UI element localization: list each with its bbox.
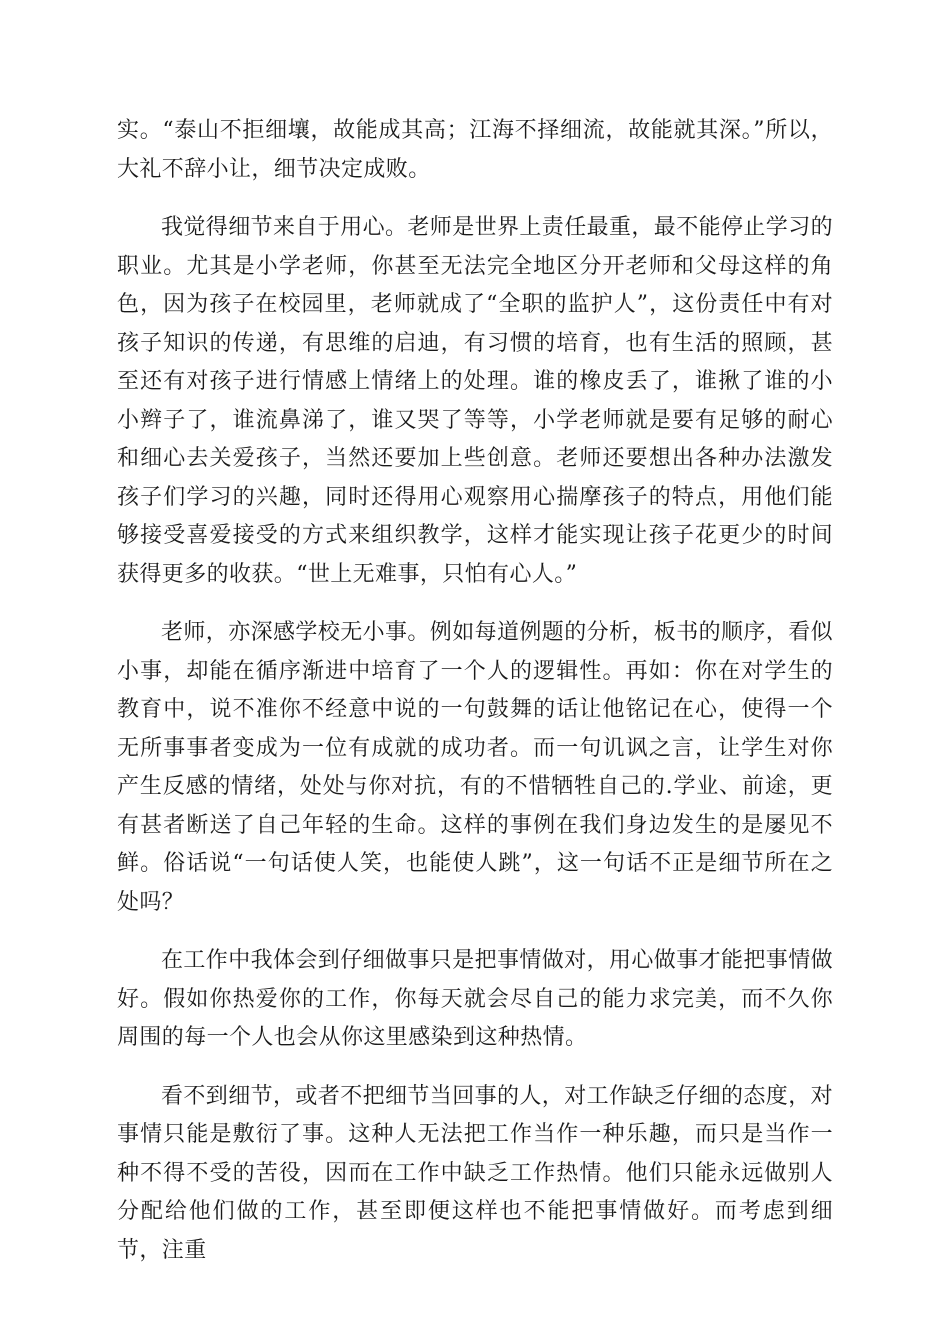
paragraph-school-no-small-matters: 老师，亦深感学校无小事。例如每道例题的分析，板书的顺序，看似小事，却能在循序渐进中培育了一个人的逻辑性。再如：你在对学生的教育中，说不准你不经意中说的一句鼓舞的话让他铭记在心，使得一个无所事事者变成为一位有成就的成功者。而一句讥讽之言，让学生对你产生反感的情绪，处处与你对抗，有的不惜牺牲自己的.学业、前途，更有甚者断送了自己年轻的生命。这样的事例在我们身边发生的是屡见不鲜。俗话说“一句话使人笑，也能使人跳”，这一句话不正是细节所在之处吗？ <box>117 620 834 915</box>
paragraph-details-from-care: 我觉得细节来自于用心。老师是世界上责任最重，最不能停止学习的职业。尤其是小学老师，你甚至无法完全地区分开老师和父母这样的角色，因为孩子在校园里，老师就成了“全职的监护人”，这份责任中有对孩子知识的传递，有思维的启迪，有习惯的培育，也有生活的照顾，甚至还有对孩子进行情感上情绪上的处理。谁的橡皮丢了，谁揪了谁的小小辫子了，谁流鼻涕了，谁又哭了等等，小学老师就是要有足够的耐心和细心去关爱孩子，当然还要加上些创意。老师还要想出各种办法激发孩子们学习的兴趣，同时还得用心观察用心揣摩孩子的特点，用他们能够接受喜爱接受的方式来组织教学，这样才能实现让孩子花更少的时间获得更多的收获。“世上无难事，只怕有心人。” <box>117 215 834 587</box>
paragraph-ignoring-details: 看不到细节，或者不把细节当回事的人，对工作缺乏仔细的态度，对事情只能是敷衍了事。这种人无法把工作当作一种乐趣，而只是当作一种不得不受的苦役，因而在工作中缺乏工作热情。他们只能永远做别人分配给他们做的工作，甚至即便这样也不能把事情做好。而考虑到细节，注重 <box>117 1083 834 1263</box>
paragraph-continued: 实。“泰山不拒细壤，故能成其高；江海不择细流，故能就其深。”所以，大礼不辞小让，细节决定成败。 <box>117 118 833 182</box>
paragraph-careful-vs-attentive: 在工作中我体会到仔细做事只是把事情做对，用心做事才能把事情做好。假如你热爱你的工作，你每天就会尽自己的能力求完美，而不久你周围的每一个人也会从你这里感染到这种热情。 <box>117 948 834 1050</box>
document-body <box>117 112 833 1290</box>
